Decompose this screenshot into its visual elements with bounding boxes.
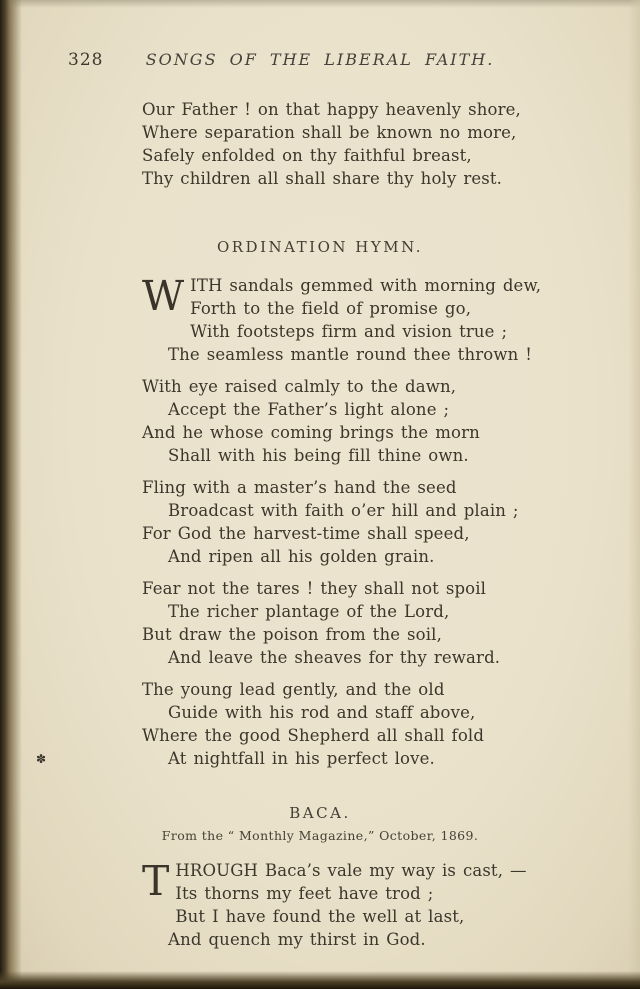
poem-line: Shall with his being fill thine own. [168,446,469,465]
poem-line: HROUGH Baca’s vale my way is cast, — [175,861,527,880]
drop-cap-t: T [142,857,170,905]
poem-line: The young lead gently, and the old [142,680,445,699]
poem-line: Broadcast with faith o’er hill and plain ; [168,501,519,520]
drop-cap-w: W [142,272,185,320]
poem-line: Its thorns my feet have trod ; [175,884,434,903]
stanza [142,476,640,568]
stanza [142,859,640,951]
poem-line: Forth to the field of promise go, [190,299,472,318]
ordination-hymn-poem [142,274,640,770]
poem-line: And he whose coming brings the morn [142,423,480,442]
stanza [142,678,640,770]
poem-line: Accept the Father’s light alone ; [168,400,450,419]
poem-line: Fear not the tares ! they shall not spoil [142,579,487,598]
poem-line: Guide with his rod and staff above, [168,703,476,722]
poem-line: And quench my thirst in God. [168,930,426,949]
poem-line: And leave the sheaves for thy reward. [168,648,501,667]
margin-ornament-icon: ✽ [36,752,47,766]
hymn-title-ordination: ORDINATION HYMN. [216,238,424,256]
running-header: SONGS OF THE LIBERAL FAITH. [145,50,495,69]
hymn-title-baca: BACA. [289,804,351,822]
stanza [142,577,640,669]
baca-poem [142,859,640,951]
poem-line: With footsteps firm and vision true ; [190,322,508,341]
source-citation: From the “ Monthly Magazine,” October, 1869. [161,828,479,843]
poem-line: The seamless mantle round thee thrown ! [168,345,533,364]
poem-line: Where the good Shepherd all shall fold [142,726,485,745]
poem-line: Fling with a master’s hand the seed [142,478,457,497]
poem-line: ITH sandals gemmed with morning dew, [190,276,542,295]
poem-line: Safely enfolded on thy faithful breast, [142,146,472,165]
poem-line: Our Father ! on that happy heavenly shore, [142,100,521,119]
poem-line: At nightfall in his perfect love. [168,749,435,768]
poem-line: But draw the poison from the soil, [142,625,442,644]
poem-line: But I have found the well at last, [175,907,465,926]
poem-line: With eye raised calmly to the dawn, [142,377,457,396]
poem-line: Where separation shall be known no more, [142,123,517,142]
poem-line: And ripen all his golden grain. [168,547,435,566]
page-header [0,0,640,76]
poem-line: The richer plantage of the Lord, [168,602,450,621]
poem-line: Thy children all shall share thy holy rest. [142,169,503,188]
page-number: 328 [68,50,104,70]
page-edge-bottom [0,971,640,989]
poem-line: For God the harvest-time shall speed, [142,524,470,543]
stanza [142,274,640,366]
stanza [142,375,640,467]
hymn-continuation-stanza [142,98,640,190]
